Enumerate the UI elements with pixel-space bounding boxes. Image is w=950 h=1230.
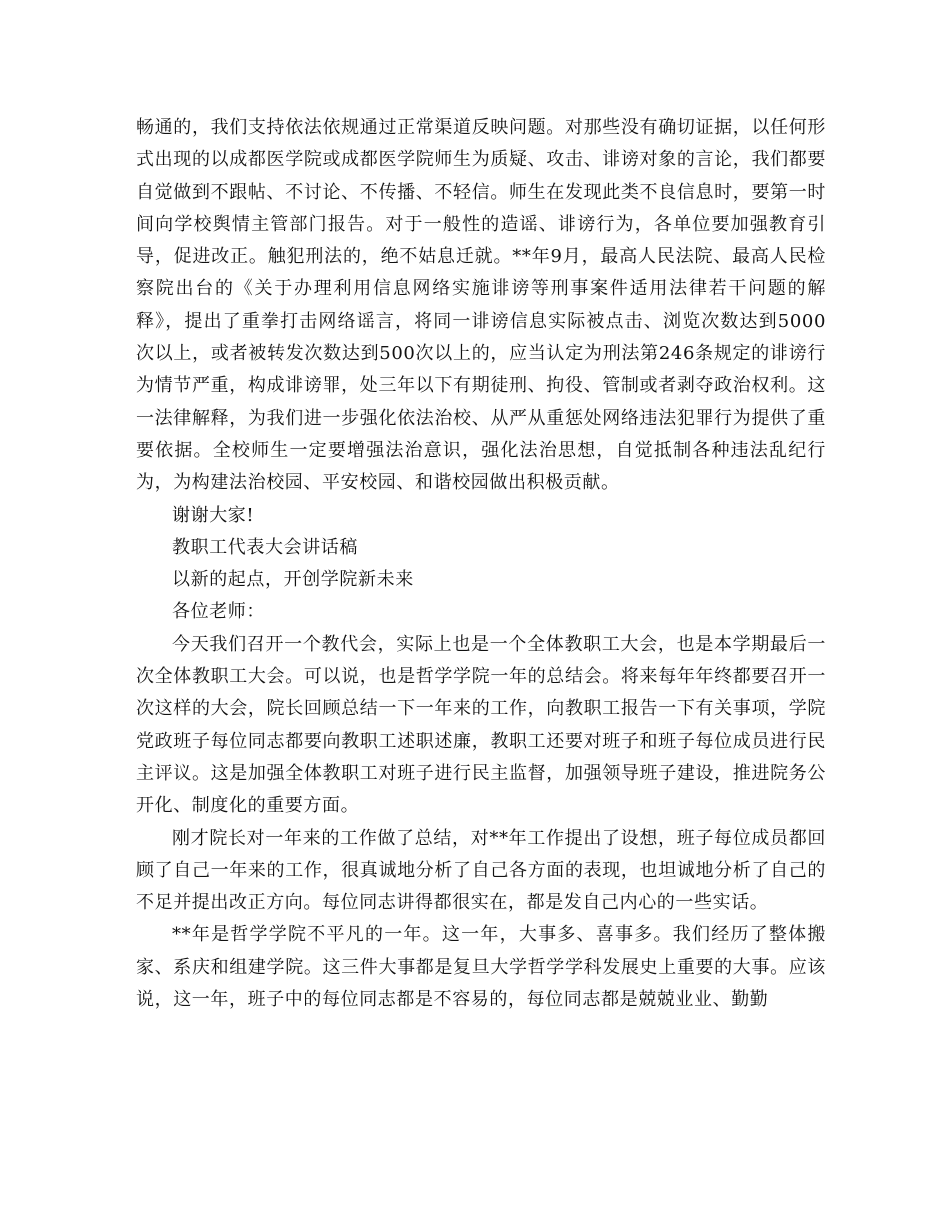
paragraph-meeting-intro: 今天我们召开一个教代会，实际上也是一个全体教职工大会，也是本学期最后一次全体教职工大会。可以说，也是哲学学院一年的总结会。将来每年年终都要召开一次这样的大会，院长回顾总结一下一年来的工作，向教职工报告一下有关事项，学院党政班子每位同志都要向教职工述职述廉，教职工还要对班子和班子每位成员进行民主评议。这是加强全体教职工对班子进行民主监督，加强领导班子建设，推进院务公开化、制度化的重要方面。 xyxy=(136,633,826,817)
speech-title: 教职工代表大会讲话稿 xyxy=(172,536,358,558)
paragraph-summary: 刚才院长对一年来的工作做了总结，对**年工作提出了设想，班子每位成员都回顾了自己一年来的工作，很真诚地分析了自己各方面的表现，也坦诚地分析了自己的不足并提出改正方向。每位同志讲得都很实在，都是发自己内心的一些实话。 xyxy=(136,827,826,914)
salutation: 各位老师： xyxy=(172,601,265,623)
speech-subtitle: 以新的起点，开创学院新未来 xyxy=(172,569,414,591)
closing-thanks: 谢谢大家! xyxy=(172,504,255,526)
document-body xyxy=(136,112,826,1016)
paragraph-continuation: 畅通的，我们支持依法依规通过正常渠道反映问题。对那些没有确切证据，以任何形式出现的以成都医学院或成都医学院师生为质疑、攻击、诽谤对象的言论，我们都要自觉做到不跟帖、不讨论、不传播、不轻信。师生在发现此类不良信息时，要第一时间向学校舆情主管部门报告。对于一般性的造谣、诽谤行为，各单位要加强教育引导，促进改正。触犯刑法的，绝不姑息迁就。**年9月，最高人民法院、最高人民检察院出台的《关于办理利用信息网络实施诽谤等刑事案件适用法律若干问题的解释》，提出了重拳打击网络谣言，将同一诽谤信息实际被点击、浏览次数达到5000次以上，或者被转发次数达到500次以上的，应当认定为刑法第246条规定的诽谤行为情节严重，构成诽谤罪，处三年以下有期徒刑、拘役、管制或者剥夺政治权利。这一法律解释，为我们进一步强化依法治校、从严从重惩处网络违法犯罪行为提供了重要依据。全校师生一定要增强法治意识，强化法治思想，自觉抵制各种违法乱纪行为，为构建法治校园、平安校园、和谐校园做出积极贡献。 xyxy=(136,117,826,494)
paragraph-year-review: **年是哲学学院不平凡的一年。这一年，大事多、喜事多。我们经历了整体搬家、系庆和组建学院。这三件大事都是复旦大学哲学学科发展史上重要的大事。应该说，这一年，班子中的每位同志都是不容易的，每位同志都是兢兢业业、勤勤 xyxy=(136,924,826,1011)
